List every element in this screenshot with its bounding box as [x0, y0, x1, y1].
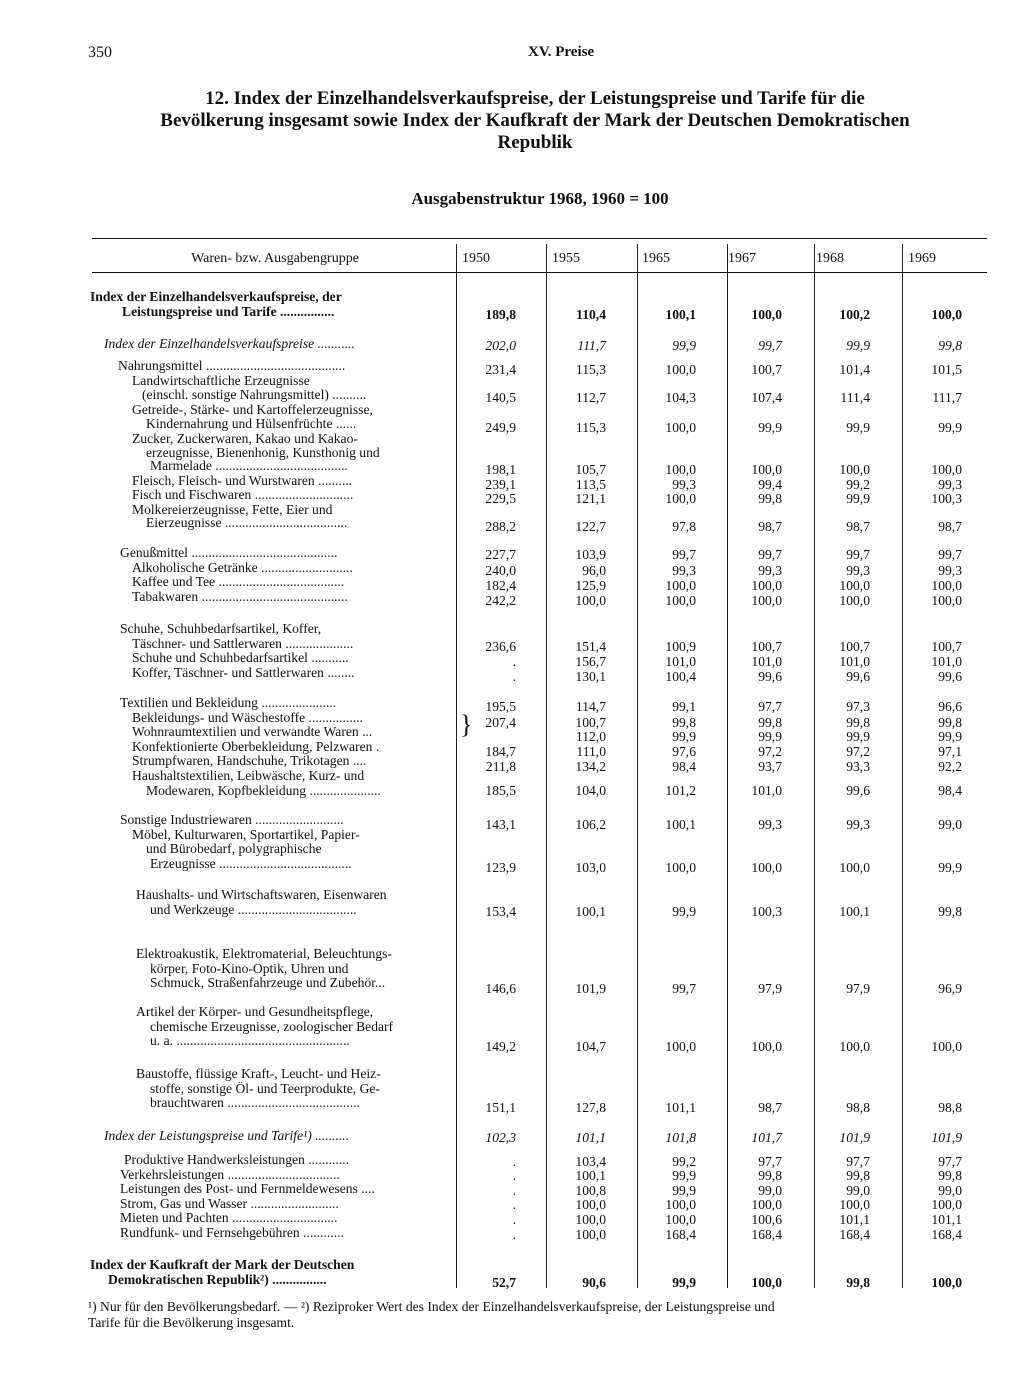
- row-label: Möbel, Kulturwaren, Sportartikel, Papier-: [132, 827, 360, 842]
- table-cell: 99,9: [672, 1168, 696, 1183]
- row-label: Mieten und Pachten ...............................: [120, 1211, 338, 1226]
- table-cell: 100,0: [575, 1227, 606, 1242]
- table-cell: 242,2: [485, 593, 516, 608]
- footnote-line: Tarife für die Bevölkerung insgesamt.: [88, 1315, 295, 1330]
- table-cell: 153,4: [485, 904, 516, 919]
- table-cell: 100,0: [665, 420, 696, 435]
- table-cell: 99,0: [938, 1183, 962, 1198]
- table-cell: .: [512, 1212, 516, 1227]
- table-cell: 100,0: [665, 1039, 696, 1054]
- row-label: Fisch und Fischwaren .............................: [132, 488, 354, 503]
- row-label: Getreide-, Stärke- und Kartoffelerzeugnisse,: [132, 402, 373, 417]
- table-cell: 149,2: [485, 1039, 516, 1054]
- table-cell: 99,9: [846, 420, 870, 435]
- table-cell: 112,0: [575, 729, 606, 744]
- table-cell: 101,2: [665, 783, 696, 798]
- row-label: Artikel der Körper- und Gesundheitspflege,: [136, 1005, 374, 1019]
- table-cell: 189,8: [485, 307, 516, 322]
- table-cell: 125,9: [575, 578, 606, 593]
- table-cell: 151,1: [485, 1100, 516, 1115]
- table-cell: 100,0: [751, 1039, 782, 1054]
- table-cell: 127,8: [575, 1100, 606, 1115]
- table-cell: 100,0: [931, 593, 962, 608]
- table-cell: 100,0: [839, 1197, 870, 1212]
- table-cell: 98,4: [938, 783, 962, 798]
- table-cell: 99,8: [672, 715, 696, 730]
- table-cell: 101,9: [839, 1130, 870, 1145]
- table-cell: 231,4: [485, 362, 516, 377]
- table-cell: 98,7: [846, 519, 870, 534]
- row-label: Konfektionierte Oberbekleidung, Pelzwaren .: [132, 739, 380, 754]
- column-header-year: 1968: [816, 251, 844, 266]
- table-cell: 100,7: [751, 639, 782, 654]
- table-cell: 101,1: [575, 1130, 606, 1145]
- table-cell: 104,0: [575, 783, 606, 798]
- table-cell: 100,0: [751, 578, 782, 593]
- table-cell: 99,7: [938, 547, 962, 562]
- table-cell: 99,9: [846, 491, 870, 506]
- column-header-year: 1969: [908, 251, 936, 266]
- table-cell: 100,1: [665, 307, 696, 322]
- table-cell: 100,2: [839, 307, 870, 322]
- table-cell: 100,0: [575, 1197, 606, 1212]
- table-cell: 115,3: [575, 420, 606, 435]
- row-label: Erzeugnisse .......................................: [150, 856, 352, 871]
- table-cell: 97,6: [672, 744, 696, 759]
- table-cell: 151,4: [575, 639, 606, 654]
- table-cell: 99,8: [938, 338, 962, 353]
- table-cell: 100,0: [751, 462, 782, 477]
- table-cell: 121,1: [575, 491, 606, 506]
- row-label: Schuhe und Schuhbedarfsartikel ...........: [132, 651, 349, 666]
- table-cell: 101,0: [665, 654, 696, 669]
- table-cell: 90,6: [582, 1275, 606, 1290]
- table-cell: 96,9: [938, 981, 962, 996]
- row-label: Molkereierzeugnisse, Fette, Eier und: [132, 502, 333, 517]
- table-cell: 112,7: [575, 390, 606, 405]
- table-cell: 236,6: [485, 639, 516, 654]
- table-cell: 99,3: [846, 563, 870, 578]
- table-cell: 227,7: [485, 547, 516, 562]
- table-cell: 101,9: [931, 1130, 962, 1145]
- table-cell: 99,7: [672, 547, 696, 562]
- top-rule: [92, 238, 987, 239]
- page-header: [88, 44, 988, 68]
- row-label: Strumpfwaren, Handschuhe, Trikotagen ....: [132, 754, 367, 769]
- table-cell: 100,0: [931, 307, 962, 322]
- table-cell: 100,7: [839, 639, 870, 654]
- table-cell: 100,1: [665, 817, 696, 832]
- row-label: Tabakwaren ...........................................: [132, 589, 348, 604]
- row-label: chemische Erzeugnisse, zoologischer Bedarf: [150, 1019, 394, 1034]
- row-label: Index der Kaufkraft der Mark der Deutschen: [90, 1258, 355, 1272]
- table-cell: 288,2: [485, 519, 516, 534]
- table-cell: 100,0: [931, 462, 962, 477]
- row-label: Strom, Gas und Wasser ..........................: [120, 1196, 339, 1211]
- table-cell: 101,0: [751, 783, 782, 798]
- table-cell: 111,0: [576, 744, 606, 759]
- table-cell: 99,7: [672, 981, 696, 996]
- table-cell: 99,8: [758, 491, 782, 506]
- table-cell: 99,9: [672, 338, 696, 353]
- row-label: Sonstige Industriewaren ..........................: [120, 813, 344, 827]
- table-cell: 100,0: [665, 1212, 696, 1227]
- table-cell: 184,7: [485, 744, 516, 759]
- table-cell: 99,9: [672, 1275, 696, 1290]
- table-cell: 100,4: [665, 669, 696, 684]
- table-cell: 98,8: [846, 1100, 870, 1115]
- table-cell: 99,9: [758, 420, 782, 435]
- table-cell: 105,7: [575, 462, 606, 477]
- title-line: Republik: [497, 132, 573, 153]
- column-header-label: Waren- bzw. Ausgabengruppe: [191, 251, 359, 266]
- table-cell: 114,7: [575, 699, 606, 714]
- table-cell: 100,1: [575, 904, 606, 919]
- table-cell: 100,0: [751, 1197, 782, 1212]
- table-cell: 207,4: [485, 715, 516, 730]
- table-cell: 111,7: [577, 338, 606, 353]
- table-cell: 97,9: [846, 981, 870, 996]
- table-cell: 100,8: [575, 1183, 606, 1198]
- table-cell: 97,7: [846, 1154, 870, 1169]
- table-cell: 100,0: [751, 593, 782, 608]
- table-cell: 96,0: [582, 563, 606, 578]
- table-cell: 97,9: [758, 981, 782, 996]
- table-cell: 100,0: [665, 860, 696, 875]
- table-cell: 99,8: [938, 715, 962, 730]
- row-label: Textilien und Bekleidung ......................: [120, 696, 337, 710]
- row-label: Kaffee und Tee .....................................: [132, 575, 345, 590]
- table-cell: .: [512, 1197, 516, 1212]
- row-label: brauchtwaren .......................................: [150, 1096, 360, 1111]
- table-cell: 249,9: [485, 420, 516, 435]
- table-cell: 100,7: [575, 715, 606, 730]
- row-label: Bekleidungs- und Wäschestoffe ................: [132, 710, 363, 725]
- table-cell: 100,0: [839, 860, 870, 875]
- table-cell: 101,1: [931, 1212, 962, 1227]
- table-cell: 123,9: [485, 860, 516, 875]
- table-cell: 104,3: [665, 390, 696, 405]
- table-cell: 99,9: [672, 904, 696, 919]
- row-label: (einschl. sonstige Nahrungsmittel) ..........: [142, 388, 367, 402]
- table-cell: 100,0: [665, 462, 696, 477]
- table-cell: 92,2: [938, 759, 962, 774]
- table-cell: 100,0: [931, 578, 962, 593]
- row-label: Schmuck, Straßenfahrzeuge und Zubehör...: [150, 976, 386, 991]
- row-label: Baustoffe, flüssige Kraft-, Leucht- und Heiz-: [136, 1067, 381, 1081]
- page-number: 350: [88, 44, 112, 61]
- table-cell: 101,1: [665, 1100, 696, 1115]
- table-cell: .: [512, 1183, 516, 1198]
- table-cell: 98,4: [672, 759, 696, 774]
- table-cell: 97,8: [672, 519, 696, 534]
- row-label: und Werkzeuge ...................................: [150, 902, 357, 917]
- table-cell: 182,4: [485, 578, 516, 593]
- table-cell: 100,0: [839, 593, 870, 608]
- table-cell: 240,0: [485, 563, 516, 578]
- row-label: Index der Einzelhandelsverkaufspreise ...........: [104, 337, 355, 351]
- table-cell: 185,5: [485, 783, 516, 798]
- row-label: Alkoholische Getränke ...........................: [132, 560, 353, 575]
- header-rule: [92, 272, 987, 273]
- row-label: erzeugnisse, Bienenhonig, Kunsthonig und: [146, 446, 380, 461]
- table-cell: 100,0: [665, 578, 696, 593]
- table-cell: 100,9: [665, 639, 696, 654]
- table-cell: 239,1: [485, 477, 516, 492]
- row-label: Produktive Handwerksleistungen ............: [124, 1153, 350, 1167]
- brace-mark: }: [460, 710, 473, 739]
- table-cell: 99,8: [846, 715, 870, 730]
- table-cell: 140,5: [485, 390, 516, 405]
- table-cell: 99,9: [846, 338, 870, 353]
- table-cell: 229,5: [485, 491, 516, 506]
- table-cell: 99,3: [938, 477, 962, 492]
- table-cell: 100,1: [575, 1168, 606, 1183]
- table-subtitle: Ausgabenstruktur 1968, 1960 = 100: [411, 189, 669, 208]
- table-cell: 100,0: [931, 1039, 962, 1054]
- table-cell: 97,1: [938, 744, 962, 759]
- table-cell: 99,8: [938, 1168, 962, 1183]
- column-header-year: 1967: [728, 251, 756, 266]
- table-cell: 115,3: [575, 362, 606, 377]
- table-cell: 97,7: [938, 1154, 962, 1169]
- row-label: Wohnraumtextilien und verwandte Waren ...: [132, 725, 373, 740]
- table-cell: 99,9: [938, 420, 962, 435]
- row-label: Zucker, Zuckerwaren, Kakao und Kakao-: [132, 431, 358, 446]
- table-cell: 99,1: [672, 699, 696, 714]
- table-cell: 100,7: [931, 639, 962, 654]
- table-cell: 100,0: [751, 307, 782, 322]
- table-cell: 101,5: [931, 362, 962, 377]
- table-cell: 168,4: [931, 1227, 962, 1242]
- table-cell: 156,7: [575, 654, 606, 669]
- title-line: 12. Index der Einzelhandelsverkaufspreise, der Leistungspreise und Tarife für die: [205, 88, 865, 109]
- row-label: körper, Foto-Kino-Optik, Uhren und: [150, 961, 349, 976]
- table-cell: 100,0: [575, 1212, 606, 1227]
- table-cell: 146,6: [485, 981, 516, 996]
- table-cell: 99,9: [672, 1183, 696, 1198]
- row-label: Index der Leistungspreise und Tarife¹) ..........: [104, 1129, 350, 1143]
- row-label: Landwirtschaftliche Erzeugnisse: [132, 373, 310, 388]
- table-cell: 195,5: [485, 699, 516, 714]
- footnote-line: ¹) Nur für den Bevölkerungsbedarf. — ²) Reziproker Wert des Index der Einzelhandelsverkaufspreise, der Leistungspreise und: [88, 1299, 775, 1314]
- table-cell: 100,0: [665, 491, 696, 506]
- table-cell: 101,0: [751, 654, 782, 669]
- row-label: Täschner- und Sattlerwaren ....................: [132, 636, 354, 651]
- row-label: Haushalts- und Wirtschaftswaren, Eisenwaren: [136, 888, 387, 902]
- table-cell: 101,8: [665, 1130, 696, 1145]
- running-title: XV. Preise: [528, 44, 595, 60]
- table-cell: 103,0: [575, 860, 606, 875]
- table-cell: .: [512, 654, 516, 669]
- table-cell: 96,6: [938, 699, 962, 714]
- table-cell: 99,3: [672, 477, 696, 492]
- table-cell: 99,8: [846, 1168, 870, 1183]
- table-cell: 99,9: [758, 729, 782, 744]
- table-cell: 102,3: [485, 1130, 516, 1145]
- table-cell: 202,0: [485, 338, 516, 353]
- table-cell: 99,6: [846, 783, 870, 798]
- table-cell: .: [512, 1227, 516, 1242]
- table-cell: 99,3: [672, 563, 696, 578]
- table-cell: 99,8: [846, 1275, 870, 1290]
- table-cell: 100,0: [665, 362, 696, 377]
- table-cell: 103,9: [575, 547, 606, 562]
- table-cell: .: [512, 1154, 516, 1169]
- table-cell: 99,8: [938, 904, 962, 919]
- table-cell: 97,2: [846, 744, 870, 759]
- table-cell: 99,6: [846, 669, 870, 684]
- row-label: Verkehrsleistungen .................................: [120, 1167, 340, 1182]
- table-cell: 99,9: [846, 729, 870, 744]
- table-cell: 97,7: [758, 1154, 782, 1169]
- table-cell: 100,0: [575, 593, 606, 608]
- table-cell: 99,2: [672, 1154, 696, 1169]
- table-cell: 98,7: [758, 1100, 782, 1115]
- table-cell: 99,6: [938, 669, 962, 684]
- table-cell: 99,9: [938, 729, 962, 744]
- row-label: Index der Einzelhandelsverkaufspreise, der: [90, 290, 342, 304]
- table-cell: 143,1: [485, 817, 516, 832]
- table-cell: 97,7: [758, 699, 782, 714]
- table-cell: 100,0: [931, 1197, 962, 1212]
- table-title: [95, 88, 975, 154]
- row-label: Haushaltstextilien, Leibwäsche, Kurz- und: [132, 769, 365, 783]
- table-cell: 100,0: [665, 593, 696, 608]
- row-label: Nahrungsmittel .........................................: [118, 359, 346, 373]
- table-cell: 211,8: [485, 759, 516, 774]
- row-label: Elektroakustik, Elektromaterial, Beleuchtungs-: [136, 947, 392, 961]
- table-cell: 122,7: [575, 519, 606, 534]
- table-cell: 100,0: [839, 1039, 870, 1054]
- table-cell: 98,7: [758, 519, 782, 534]
- table-cell: 101,0: [839, 654, 870, 669]
- row-label: stoffe, sonstige Öl- und Teerprodukte, Ge-: [150, 1081, 380, 1096]
- table-cell: 100,6: [751, 1212, 782, 1227]
- table-cell: 101,7: [751, 1130, 782, 1145]
- table-cell: 99,3: [758, 817, 782, 832]
- footnote: [88, 1299, 988, 1331]
- row-label: u. a. ...................................................: [150, 1034, 350, 1049]
- table-cell: 99,2: [846, 477, 870, 492]
- table-cell: 52,7: [492, 1275, 516, 1290]
- table-cell: 100,0: [751, 1275, 782, 1290]
- table-cell: .: [512, 1168, 516, 1183]
- table-cell: 110,4: [576, 307, 606, 322]
- table-cell: 130,1: [575, 669, 606, 684]
- table-cell: 97,3: [846, 699, 870, 714]
- table-cell: 101,0: [931, 654, 962, 669]
- table-cell: 111,7: [932, 390, 962, 405]
- table-cell: 106,2: [575, 817, 606, 832]
- table-cell: 103,4: [575, 1154, 606, 1169]
- table-cell: 100,0: [751, 860, 782, 875]
- row-label: Schuhe, Schuhbedarfsartikel, Koffer,: [120, 622, 322, 636]
- table-cell: 99,3: [758, 563, 782, 578]
- table-cell: 99,0: [758, 1183, 782, 1198]
- table-cell: 99,6: [758, 669, 782, 684]
- column-header-year: 1955: [552, 251, 580, 266]
- column-header-year: 1950: [462, 251, 490, 266]
- table-cell: 100,0: [931, 1275, 962, 1290]
- row-label: Rundfunk- und Fernsehgebühren ............: [120, 1226, 344, 1240]
- table-cell: 198,1: [485, 462, 516, 477]
- table-cell: 111,4: [840, 390, 870, 405]
- table-cell: 93,7: [758, 759, 782, 774]
- column-header-year: 1965: [642, 251, 670, 266]
- table-cell: 100,0: [839, 578, 870, 593]
- table-cell: 101,4: [839, 362, 870, 377]
- table-cell: .: [512, 669, 516, 684]
- table-cell: 168,4: [665, 1227, 696, 1242]
- table-cell: 99,0: [846, 1183, 870, 1198]
- table-cell: 107,4: [751, 390, 782, 405]
- title-line: Bevölkerung insgesamt sowie Index der Kaufkraft der Mark der Deutschen Demokratischen: [160, 110, 910, 131]
- table-cell: 134,2: [575, 759, 606, 774]
- table-cell: 99,9: [938, 860, 962, 875]
- table-cell: 100,0: [839, 462, 870, 477]
- table-cell: 99,3: [846, 817, 870, 832]
- table-cell: 99,0: [938, 817, 962, 832]
- table-cell: 100,3: [751, 904, 782, 919]
- table-cell: 100,7: [751, 362, 782, 377]
- row-label: Marmelade .......................................: [150, 459, 348, 473]
- table-cell: 113,5: [575, 477, 606, 492]
- table-cell: 100,3: [931, 491, 962, 506]
- row-label: Fleisch, Fleisch- und Wurstwaren ..........: [132, 473, 353, 488]
- table-cell: 93,3: [846, 759, 870, 774]
- table-cell: 101,1: [839, 1212, 870, 1227]
- row-label: Demokratischen Republik²) ................: [108, 1272, 327, 1287]
- table-cell: 101,9: [575, 981, 606, 996]
- table-cell: 104,7: [575, 1039, 606, 1054]
- row-label: Koffer, Täschner- und Sattlerwaren ........: [132, 665, 355, 680]
- table-cell: 100,1: [839, 904, 870, 919]
- table-cell: 98,8: [938, 1100, 962, 1115]
- table-cell: 99,3: [938, 563, 962, 578]
- table-cell: 99,8: [758, 1168, 782, 1183]
- row-label: Kindernahrung und Hülsenfrüchte ......: [146, 417, 357, 431]
- row-label: Modewaren, Kopfbekleidung .....................: [146, 783, 381, 798]
- table-cell: 99,8: [758, 715, 782, 730]
- table-cell: 97,2: [758, 744, 782, 759]
- row-label: Leistungen des Post- und Fernmeldewesens ....: [120, 1182, 375, 1197]
- table-cell: 168,4: [839, 1227, 870, 1242]
- table-cell: 168,4: [751, 1227, 782, 1242]
- table-cell: 99,7: [846, 547, 870, 562]
- row-label: Leistungspreise und Tarife ................: [122, 304, 335, 319]
- table-cell: 100,0: [665, 1197, 696, 1212]
- table-cell: 99,9: [672, 729, 696, 744]
- row-label: Genußmittel ...........................................: [120, 546, 338, 560]
- table-cell: 99,4: [758, 477, 782, 492]
- table-cell: 99,7: [758, 338, 782, 353]
- row-label: und Bürobedarf, polygraphische: [146, 842, 322, 857]
- row-label: Eierzeugnisse ....................................: [146, 516, 348, 530]
- table-cell: 98,7: [938, 519, 962, 534]
- table-cell: 99,7: [758, 547, 782, 562]
